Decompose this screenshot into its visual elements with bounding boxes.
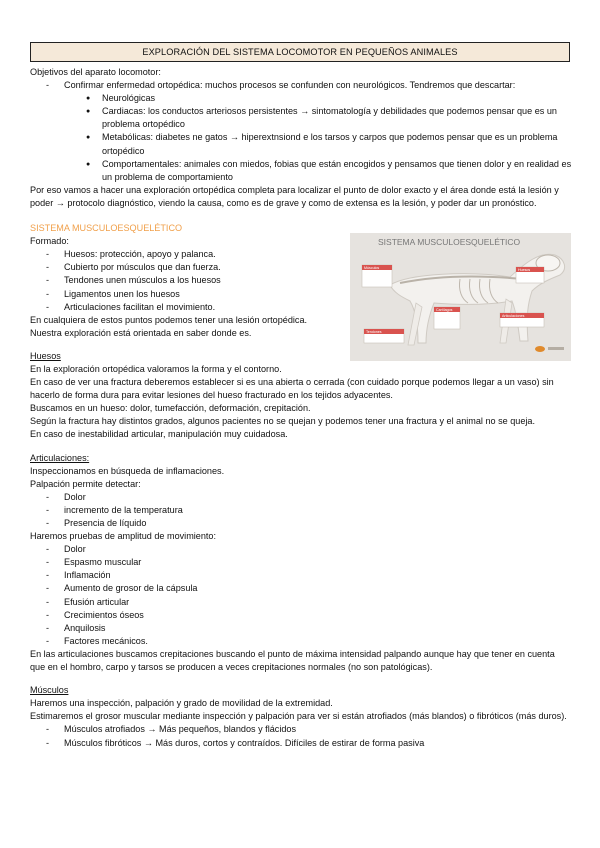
bullet-item: ● Cardiacas: los conductos arteriosos persistentes → sintomatología y debilidades que podemos pensar que es un problema ortopédico (30, 105, 572, 131)
dog-skeleton-icon (350, 233, 571, 361)
huesos-paragraph: Según la fractura hay distintos grados, algunos pacientes no se quejan y podemos tener una fractura y el animal no se queja. (30, 416, 536, 427)
articulaciones-paragraph: Palpación permite detectar: (30, 478, 141, 489)
label-musculos: Músculos (364, 266, 380, 270)
objectives-heading: Objetivos del aparato locomotor: (30, 67, 161, 77)
list-item: - Factores mecánicos. (30, 635, 572, 648)
list-item: - Articulaciones facilitan el movimiento. (30, 301, 348, 314)
bullet-item: ● Neurológicas (30, 92, 572, 105)
label-cartilagos: Cartílagos (436, 308, 453, 312)
list-item: - Crecimientos óseos (30, 609, 572, 622)
list-item: - Espasmo muscular (30, 556, 572, 569)
formado-label: Formado: (30, 236, 69, 247)
list-item: - Músculos fibróticos → Más duros, cortos y contraídos. Difíciles de estirar de forma pasiva (30, 737, 572, 750)
skeleton-illustration (350, 233, 571, 361)
huesos-paragraph: En la exploración ortopédica valoramos la forma y el contorno. (30, 363, 282, 374)
articulaciones-paragraph: En las articulaciones buscamos crepitaciones buscando el punto de máxima intensidad palpando aunque hay que tener en cuenta que en el hombro, carpo y tarsos se producen a veces crepitaciones normales (no son patológicas). (30, 648, 555, 673)
musculo-paragraph-1: En cualquiera de estos puntos podemos tener una lesión ortopédica. (30, 314, 308, 325)
image-title: SISTEMA MUSCULOESQUELÉTICO (378, 237, 521, 247)
objectives-dash-item: - Confirmar enfermedad ortopédica: muchos procesos se confunden con neurológicos. Tendremos que descartar: (30, 79, 572, 92)
musculo-heading: SISTEMA MUSCULOESQUELÉTICO (30, 223, 183, 234)
list-item: - incremento de la temperatura (30, 504, 572, 517)
label-huesos: Huesos (518, 268, 531, 272)
bullet-item: ● Comportamentales: animales con miedos, fobias que están encogidos y pensamos que tienen dolor y en realidad es un problema de comportamiento (30, 158, 572, 184)
articulaciones-paragraph: Haremos pruebas de amplitud de movimiento: (30, 531, 217, 542)
musculos-paragraph: Haremos una inspección, palpación y grado de movilidad de la extremidad. (30, 698, 333, 709)
bullet-item: ● Metabólicas: diabetes ne gatos → hiperextnsiond e los tarsos y carpos que podemos pensar que es un problema ortopédico (30, 131, 572, 157)
document-title: EXPLORACIÓN DEL SISTEMA LOCOMOTOR EN PEQUEÑOS ANIMALES (30, 42, 570, 62)
document-body (30, 66, 572, 750)
articulaciones-heading: Articulaciones: (30, 452, 90, 463)
list-item: - Anquilosis (30, 622, 572, 635)
list-item: - Inflamación (30, 569, 572, 582)
list-item: - Dolor (30, 491, 572, 504)
musculo-paragraph-2: Nuestra exploración está orientada en saber donde es. (30, 327, 252, 338)
huesos-paragraph: Buscamos en un hueso: dolor, tumefacción, deformación, crepitación. (30, 403, 311, 414)
huesos-paragraph: En caso de inestabilidad articular, manipulación muy cuidadosa. (30, 429, 288, 440)
label-articulaciones: Articulaciones (502, 314, 525, 318)
articulaciones-paragraph: Inspeccionamos en búsqueda de inflamaciones. (30, 465, 225, 476)
list-item: - Músculos atrofiados → Más pequeños, blandos y flácidos (30, 723, 572, 736)
musculos-heading: Músculos (30, 685, 69, 696)
objectives-paragraph: Por eso vamos a hacer una exploración ortopédica completa para localizar el punto de dolor exacto y el área donde está la lesión y poder → protocolo diagnóstico, viendo la causa, como es de grave y como de extensa es la lesión, y poder dar un pronóstico. (30, 184, 559, 208)
musculos-paragraph: Estimaremos el grosor muscular mediante inspección y palpación para ver si están atrofiados (más blandos) o fibróticos (más duros). (30, 711, 567, 722)
huesos-heading: Huesos (30, 350, 61, 361)
list-item: - Presencia de líquido (30, 517, 572, 530)
list-item: - Ligamentos unen los huesos (30, 288, 348, 301)
list-item: - Dolor (30, 543, 572, 556)
list-item: - Cubierto por músculos que dan fuerza. (30, 261, 348, 274)
list-item: - Efusión articular (30, 596, 572, 609)
list-item: - Tendones unen músculos a los huesos (30, 274, 348, 287)
list-item: - Huesos: protección, apoyo y palanca. (30, 248, 348, 261)
label-tendones: Tendones (366, 330, 382, 334)
list-item: - Aumento de grosor de la cápsula (30, 582, 572, 595)
huesos-paragraph: En caso de ver una fractura deberemos establecer si es una abierta o cerrada (con cuidado porque podemos llegar a un vaso) sin hacerlo de forma dura para evitar lesiones del hueso fracturado en los tejidos adyacentes. (30, 377, 554, 401)
